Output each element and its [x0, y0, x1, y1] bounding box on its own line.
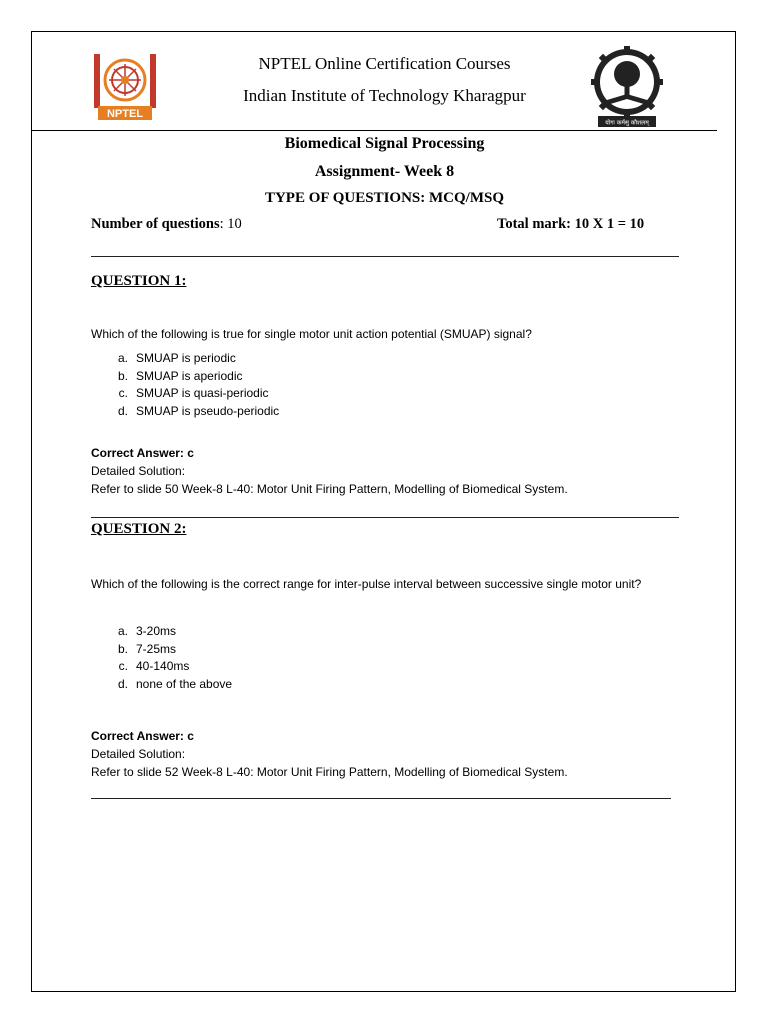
- number-of-questions: [91, 216, 242, 233]
- course-title: Biomedical Signal Processing: [284, 135, 485, 152]
- option-text: SMUAP is quasi-periodic: [136, 386, 269, 400]
- option-a: [91, 350, 651, 368]
- question-2-options: [91, 623, 651, 693]
- total-marks: Total mark: 10 X 1 = 10: [497, 216, 645, 232]
- question-1-text: Which of the following is true for single motor unit action potential (SMUAP) signal?: [91, 327, 532, 341]
- option-c: [91, 385, 651, 403]
- nptel-logo-text: NPTEL: [106, 108, 144, 120]
- option-d: [91, 676, 651, 694]
- option-text: SMUAP is aperiodic: [136, 368, 243, 383]
- option-a: [91, 623, 651, 641]
- question-2-text: Which of the following is the correct range for inter-pulse interval between successive single motor unit?: [91, 577, 642, 591]
- option-letter: a.: [117, 624, 128, 638]
- option-letter: c.: [118, 386, 128, 400]
- solution-label: Detailed Solution:: [91, 464, 186, 478]
- option-text: SMUAP is pseudo-periodic: [136, 403, 280, 418]
- option-letter: b.: [117, 641, 128, 656]
- header-divider: [31, 130, 717, 131]
- assignment-title: Assignment- Week 8: [314, 163, 455, 180]
- question-type: TYPE OF QUESTIONS: MCQ/MSQ: [264, 190, 505, 206]
- correct-answer: Correct Answer: c: [91, 446, 194, 460]
- option-letter: d.: [117, 403, 128, 418]
- questions-value: : 10: [219, 216, 242, 232]
- question-1-heading: QUESTION 1:: [91, 273, 187, 289]
- document-page: [31, 31, 736, 992]
- question-2-answer-block: [91, 727, 711, 781]
- section-divider: [91, 798, 671, 799]
- option-b: [91, 641, 651, 659]
- option-text: 40-140ms: [136, 659, 190, 673]
- header-line-1: NPTEL Online Certification Courses: [258, 54, 511, 73]
- section-divider: [91, 256, 679, 257]
- option-c: [91, 658, 651, 676]
- option-text: SMUAP is periodic: [136, 351, 236, 365]
- section-divider: [91, 517, 679, 518]
- question-1-answer-block: [91, 444, 711, 498]
- questions-label: Number of questions: [91, 216, 220, 232]
- option-b: [91, 368, 651, 386]
- option-text: 7-25ms: [136, 641, 177, 656]
- option-letter: b.: [117, 368, 128, 383]
- solution-label: Detailed Solution:: [91, 747, 186, 761]
- option-letter: d.: [117, 676, 128, 691]
- option-d: [91, 403, 651, 421]
- option-letter: a.: [117, 351, 128, 365]
- iit-logo-motto: योगः कर्मसु कौशलम्: [605, 119, 649, 127]
- option-text: none of the above: [136, 676, 233, 691]
- option-letter: c.: [118, 659, 128, 673]
- question-1-options: [91, 350, 651, 420]
- question-2-heading: QUESTION 2:: [91, 521, 187, 537]
- solution-text: Refer to slide 52 Week-8 L-40: Motor Unit Firing Pattern, Modelling of Biomedical System.: [91, 765, 568, 779]
- option-text: 3-20ms: [136, 624, 177, 638]
- correct-answer: Correct Answer: c: [91, 729, 194, 743]
- solution-text: Refer to slide 50 Week-8 L-40: Motor Unit Firing Pattern, Modelling of Biomedical System.: [91, 482, 568, 496]
- header-line-2: Indian Institute of Technology Kharagpur: [243, 86, 526, 105]
